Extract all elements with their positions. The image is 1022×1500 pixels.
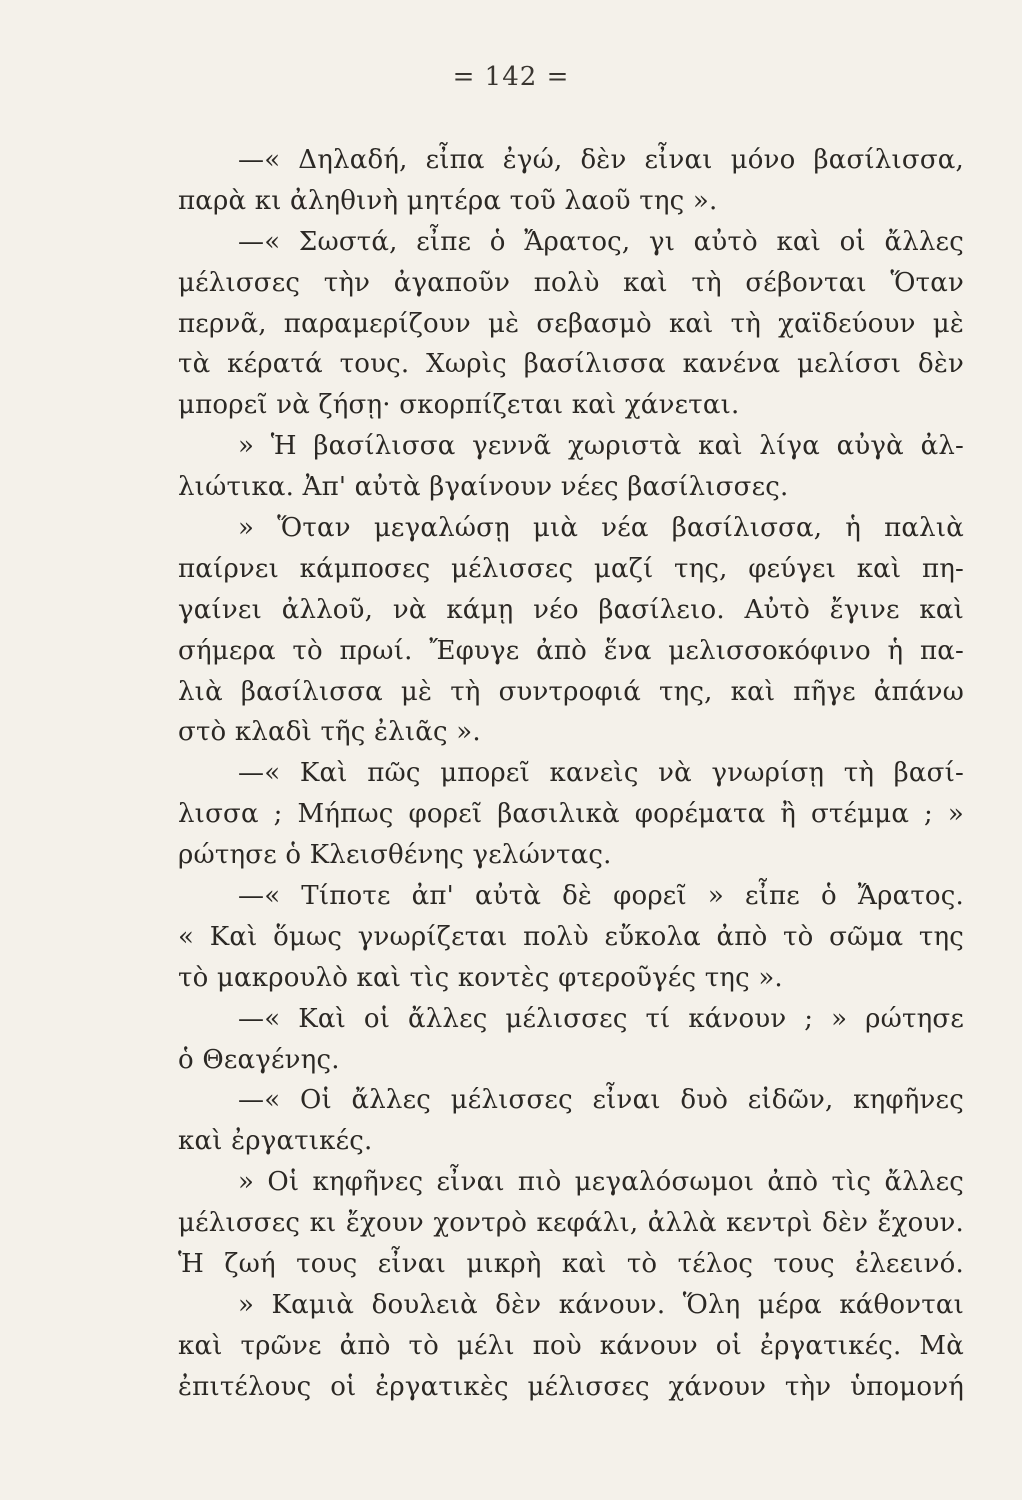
page-number-header: = 142 = bbox=[452, 62, 570, 92]
text-line: —« Οἱ ἄλλες μέλισσες εἶναι δυὸ εἰδῶν, κηφῆνες bbox=[238, 1085, 964, 1116]
text-line: γαίνει ἀλλοῦ, νὰ κάμῃ νέο βασίλειο. Αὐτὸ ἔγινε καὶ bbox=[178, 594, 964, 625]
text-line: —« Καὶ οἱ ἄλλες μέλισσες τί κάνουν ; » ρώτησε bbox=[238, 1003, 964, 1034]
text-line: —« Τίποτε ἀπ' αὐτὰ δὲ φορεῖ » εἶπε ὁ Ἄρατος. bbox=[238, 881, 964, 912]
text-line: « Καὶ ὅμως γνωρίζεται πολὺ εὔκολα ἀπὸ τὸ σῶμα της bbox=[178, 921, 964, 952]
text-line: » Καμιὰ δουλειὰ δὲν κάνουν. Ὅλη μέρα κάθονται bbox=[238, 1289, 964, 1320]
text-line: » Ἡ βασίλισσα γεννᾶ χωριστὰ καὶ λίγα αὐγὰ ἀλ- bbox=[238, 431, 964, 462]
text-line: » Οἱ κηφῆνες εἶναι πιὸ μεγαλόσωμοι ἀπὸ τὶς ἄλλες bbox=[238, 1167, 964, 1198]
text-line: παρὰ κι ἀληθινὴ μητέρα τοῦ λαοῦ της ». bbox=[178, 185, 718, 216]
text-line: μέλισσες τὴν ἀγαποῦν πολὺ καὶ τὴ σέβονται Ὅταν bbox=[178, 267, 964, 298]
text-line: Ἡ ζωή τους εἶναι μικρὴ καὶ τὸ τέλος τους ἐλεεινό. bbox=[178, 1249, 964, 1280]
text-line: —« Καὶ πῶς μπορεῖ κανεὶς νὰ γνωρίσῃ τὴ βασί- bbox=[238, 758, 964, 789]
text-line: ρώτησε ὁ Κλεισθένης γελώντας. bbox=[178, 840, 612, 871]
text-line: » Ὅταν μεγαλώσῃ μιὰ νέα βασίλισσα, ἡ παλιὰ bbox=[238, 513, 964, 544]
text-line: στὸ κλαδὶ τῆς ἐλιᾶς ». bbox=[178, 717, 481, 748]
text-line: λισσα ; Μήπως φορεῖ βασιλικὰ φορέματα ἢ στέμμα ; » bbox=[178, 799, 964, 830]
text-line: σήμερα τὸ πρωί. Ἔφυγε ἀπὸ ἕνα μελισσοκόφινο ἡ πα- bbox=[178, 635, 964, 666]
body-text bbox=[178, 140, 964, 1408]
text-line: καὶ τρῶνε ἀπὸ τὸ μέλι ποὺ κάνουν οἱ ἐργατικές. Μὰ bbox=[178, 1330, 964, 1361]
text-line: μέλισσες κι ἔχουν χοντρὸ κεφάλι, ἀλλὰ κεντρὶ δὲν ἔχουν. bbox=[178, 1208, 964, 1239]
text-line: λιώτικα. Ἀπ' αὐτὰ βγαίνουν νέες βασίλισσες. bbox=[178, 472, 789, 503]
text-line: λιὰ βασίλισσα μὲ τὴ συντροφιά της, καὶ πῆγε ἀπάνω bbox=[178, 676, 964, 707]
text-line: μπορεῖ νὰ ζήσῃ· σκορπίζεται καὶ χάνεται. bbox=[178, 390, 740, 421]
text-line: ὁ Θεαγένης. bbox=[178, 1044, 340, 1075]
text-line: τὰ κέρατά τους. Χωρὶς βασίλισσα κανένα μελίσσι δὲν bbox=[178, 349, 964, 380]
text-line: τὸ μακρουλὸ καὶ τὶς κοντὲς φτεροῦγές της ». bbox=[178, 962, 783, 993]
text-line: καὶ ἐργατικές. bbox=[178, 1126, 373, 1157]
text-line: ἐπιτέλους οἱ ἐργατικὲς μέλισσες χάνουν τὴν ὑπομονή bbox=[178, 1371, 964, 1402]
text-line: παίρνει κάμποσες μέλισσες μαζί της, φεύγει καὶ πη- bbox=[178, 553, 964, 584]
text-line: περνᾶ, παραμερίζουν μὲ σεβασμὸ καὶ τὴ χαϊδεύουν μὲ bbox=[178, 308, 964, 339]
text-line: —« Δηλαδή, εἶπα ἐγώ, δὲν εἶναι μόνο βασίλισσα, bbox=[238, 145, 964, 175]
text-line: —« Σωστά, εἶπε ὁ Ἄρατος, γι αὐτὸ καὶ οἱ ἄλλες bbox=[238, 226, 964, 257]
